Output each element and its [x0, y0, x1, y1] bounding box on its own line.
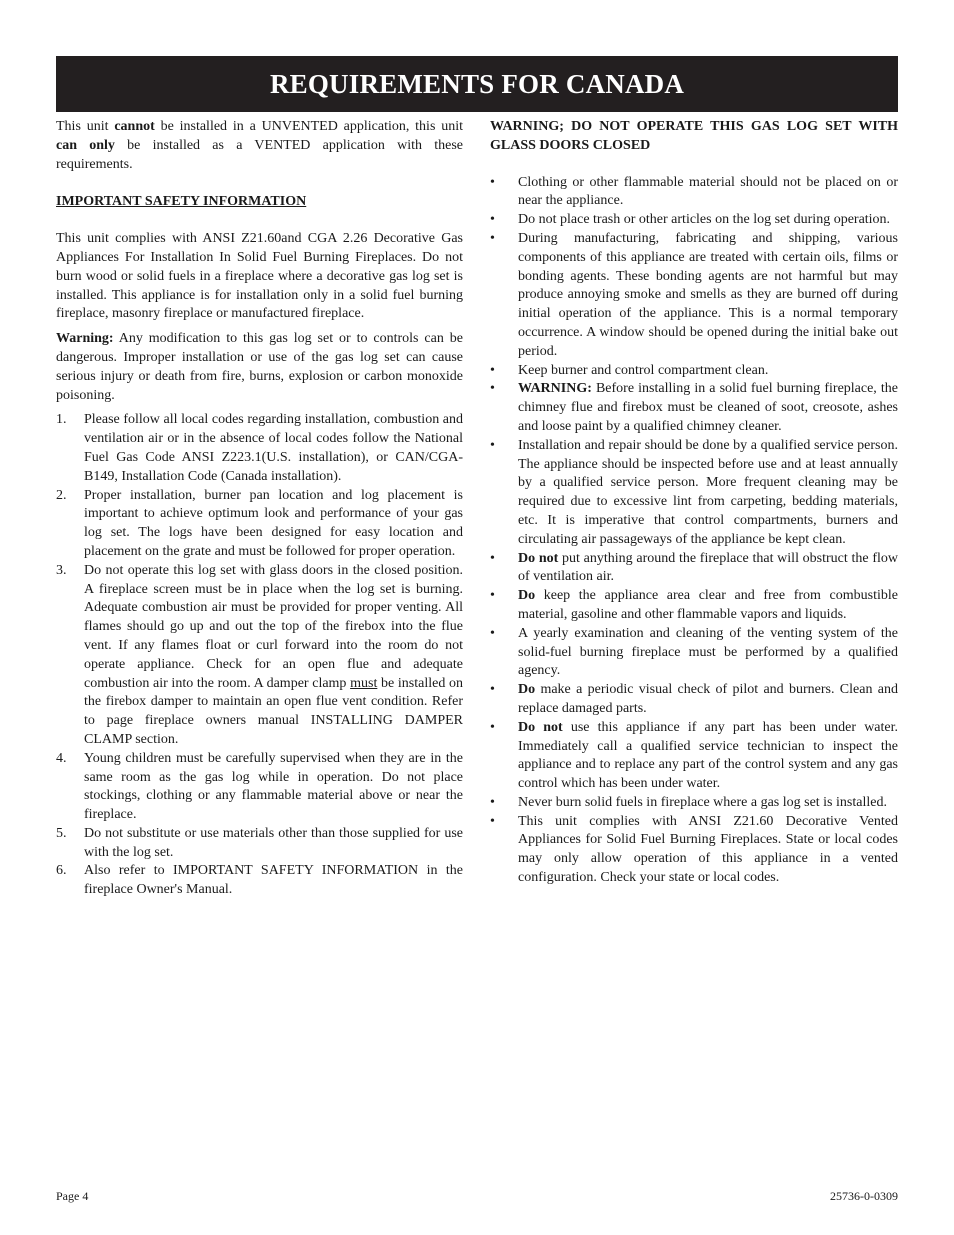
left-column: [56, 118, 463, 900]
item-text-pre: Do not operate this log set with glass doors in the closed position. A fireplace screen must be in place when the log set is burning. Adequate combustion air must be provided for proper venting. All flames should go up and out the top of the firebox into the flue vent. If any flames float or curl forward into the room do not operate appliance. Check for an open flue and adequate combustion air into the room. A damper clamp: [84, 562, 463, 691]
bullet-marker: •: [490, 437, 495, 453]
bullet-text: use this appliance if any part has been under water. Immediately call a qualified service technician to inspect the appliance and to replace any part of the control system and any gas control which has been under water.: [518, 719, 899, 792]
list-item: [56, 487, 463, 562]
bullet-bold-lead: Do not: [518, 550, 559, 566]
bullet-item: [490, 362, 898, 381]
intro-bold-cannot: cannot: [114, 119, 155, 134]
bullet-item: [490, 174, 898, 212]
list-item: [56, 750, 463, 825]
bullet-text: Do not place trash or other articles on the log set during operation.: [518, 212, 891, 228]
bullet-marker: •: [490, 230, 495, 246]
intro-paragraph: [56, 118, 463, 174]
warning-text: Any modification to this gas log set or to controls can be dangerous. Improper installation or use of the gas log set can cause serious injury or death from fire, burns, explosion or carbon monoxide poisoning.: [56, 331, 463, 403]
bullet-bold-lead: Do: [518, 682, 536, 698]
bullet-item: [490, 230, 898, 362]
list-item: [56, 411, 463, 486]
bullet-marker: •: [490, 550, 495, 566]
bullet-text: Before installing in a solid fuel burning fireplace, the chimney flue and firebox must be cleaned of soot, creosote, ashes and loose paint by a qualified chimney cleaner.: [518, 381, 898, 434]
list-item: [56, 825, 463, 863]
bullet-marker: •: [490, 174, 495, 190]
bullet-item: [490, 587, 898, 625]
item-text-post: be installed on the firebox damper to maintain an open flue vent condition. Refer to page fireplace owners manual INSTALLING DAMPER CLAMP section.: [84, 675, 463, 747]
bullet-text: Installation and repair should be done by a qualified service person. The appliance should be inspected before use and at least annually by a qualified service person. More frequent cleaning may be required due to excessive lint from carpeting, bedding materials, etc. It is imperative that control compartments, burners and circulating air passageways of the appliance be kept clean.: [518, 437, 898, 547]
bullet-marker: •: [490, 682, 495, 698]
bullet-item: [490, 794, 898, 813]
page-title: REQUIREMENTS FOR CANADA: [56, 56, 898, 112]
numbered-list: [56, 411, 463, 900]
document-number: 25736-0-0309: [830, 1189, 898, 1203]
bullet-text: Clothing or other flammable material should not be placed on or near the appliance.: [518, 174, 898, 209]
item-number: 5.: [56, 825, 67, 841]
item-text: Please follow all local codes regarding installation, combustion and ventilation air or in the absence of local codes follow the National Fuel Gas Code ANSI Z223.1(U.S. installation), or CAN/CGA-B149, Installation Code (Canada installation).: [84, 412, 463, 484]
bullet-text: During manufacturing, fabricating and shipping, various components of this appliance are treated with certain oils, films or bonding agents. These bonding agents are not harmful but may produce annoying smoke and smells as they are burned off during initial operation of the appliance. This is a normal temporary occurrence. A window should be opened during the initial bake out period.: [518, 230, 898, 359]
item-text-underline: must: [350, 675, 378, 691]
bullet-text: keep the appliance area clear and free from combustible material, gasoline and other flammable vapors and liquids.: [518, 588, 898, 622]
bullet-item: [490, 719, 898, 794]
item-number: 4.: [56, 750, 67, 766]
page-number: Page 4: [56, 1189, 89, 1203]
item-text: Young children must be carefully supervised when they are in the same room as the gas log while in operation. Do not place stockings, clothing or any flammable material above or near the fireplace.: [84, 750, 463, 823]
bullet-marker: •: [490, 381, 495, 397]
bullet-marker: •: [490, 794, 495, 810]
list-item: [56, 862, 463, 900]
bullet-marker: •: [490, 588, 495, 604]
item-text: Also refer to IMPORTANT SAFETY INFORMATION in the fireplace Owner's Manual.: [84, 863, 463, 898]
safety-heading: IMPORTANT SAFETY INFORMATION: [56, 194, 307, 210]
bullet-bold-lead: Do: [518, 588, 536, 604]
item-text: Proper installation, burner pan location and log placement is important to achieve optimum look and performance of your gas log set. The logs have been designed for easy location and placement on the grate and must be followed for proper operation.: [84, 487, 463, 559]
warning-paragraph: [56, 330, 463, 405]
bullet-marker: •: [490, 362, 495, 378]
item-number: 6.: [56, 863, 67, 879]
item-number: 1.: [56, 412, 67, 428]
item-text: Do not substitute or use materials other than those supplied for use with the log set.: [84, 825, 463, 860]
bullet-bold-lead: Do not: [518, 719, 563, 735]
list-item: [56, 562, 463, 750]
bullet-text: Never burn solid fuels in fireplace where a gas log set is installed.: [518, 794, 887, 810]
warning-label: Warning:: [56, 331, 114, 347]
glass-doors-warning-title: WARNING; DO NOT OPERATE THIS GAS LOG SET WITH GLASS DOORS CLOSED: [490, 119, 898, 153]
bullet-item: [490, 813, 898, 888]
bullet-marker: •: [490, 813, 495, 829]
intro-text-1: This unit: [56, 119, 115, 134]
bullet-marker: •: [490, 719, 495, 735]
item-number: 3.: [56, 562, 67, 578]
bullet-item: [490, 550, 898, 588]
bullet-text: make a periodic visual check of pilot and burners. Clean and replace damaged parts.: [518, 682, 898, 716]
bullet-item: [490, 380, 898, 436]
bullet-item: [490, 437, 898, 550]
bullet-marker: •: [490, 212, 495, 228]
intro-bold-can-only: can only: [56, 137, 115, 153]
intro-text-3: be installed as a VENTED application with these requirements.: [56, 137, 463, 172]
right-column: [490, 118, 898, 888]
bullet-bold-lead: WARNING:: [518, 381, 592, 397]
bullet-text: This unit complies with ANSI Z21.60 Decorative Vented Appliances for Solid Fuel Burning Fireplaces. State or local codes may only allow operation of this appliance in a vented configuration. Check your state or local codes.: [518, 813, 898, 886]
bullet-list: [490, 174, 898, 888]
bullet-marker: •: [490, 625, 495, 641]
bullet-item: [490, 625, 898, 681]
bullet-item: [490, 211, 898, 230]
bullet-text: A yearly examination and cleaning of the venting system of the solid-fuel burning fireplace must be performed by a qualified agency.: [518, 625, 898, 679]
item-number: 2.: [56, 487, 67, 503]
bullet-item: [490, 681, 898, 719]
bullet-text: Keep burner and control compartment clean.: [518, 362, 769, 378]
complies-paragraph: This unit complies with ANSI Z21.60and CGA 2.26 Decorative Gas Appliances For Installation In Solid Fuel Burning Fireplaces. Do not burn wood or solid fuels in a fireplace where a decorative gas log set is installed. This appliance is for installation only in a solid fuel burning fireplace, masonry fireplace or manufactured fireplace.: [56, 231, 463, 322]
intro-text-2: be installed in a UNVENTED application, this unit: [154, 119, 463, 134]
bullet-text: put anything around the fireplace that will obstruct the flow of ventilation air.: [518, 550, 899, 585]
